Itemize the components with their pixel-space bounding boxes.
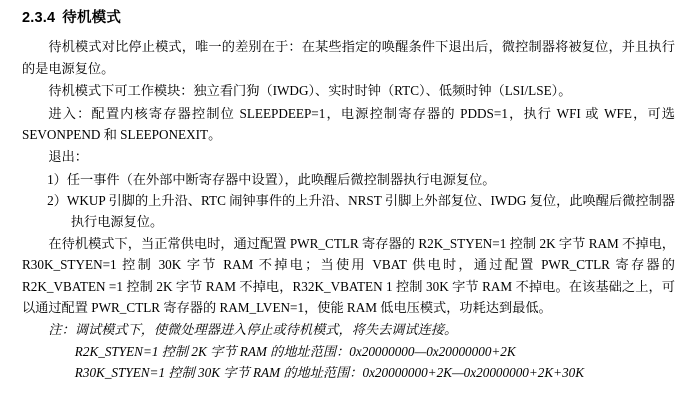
section-heading [22, 10, 675, 27]
paragraph-exit-label: 退出： [48, 149, 88, 165]
note-label: 注： [48, 322, 75, 338]
note-text: 调试模式下，使微处理器进入停止或待机模式，将失去调试连接。 [74, 322, 458, 338]
note-address-range-2k: R2K_STYEN=1 控制 2K 字节 RAM 的地址范围：0x20000000—0x20000000+2K [74, 343, 516, 359]
paragraph-standby-vs-stop: 待机模式对比停止模式，唯一的差别在于：在某些指定的唤醒条件下退出后，微控制器将被复位，并且执行的是电源复位。 [22, 39, 675, 76]
note-address-range-30k: R30K_STYEN=1 控制 30K 字节 RAM 的地址范围：0x20000000+2K—0x20000000+2K+30K [74, 365, 585, 381]
note-paragraph [22, 319, 675, 340]
paragraph-entry: 进入：配置内核寄存器控制位 SLEEPDEEP=1，电源控制寄存器的 PDDS=1，执行 WFI 或 WFE，可选 SEVONPEND 和 SLEEPONEXIT。 [22, 105, 675, 142]
paragraph-ram-retention: 在待机模式下，当正常供电时，通过配置 PWR_CTLR 寄存器的 R2K_STYEN=1 控制 2K 字节 RAM 不掉电，R30K_STYEN=1 控制 30K 字节 RAM 不掉电；当使用 VBAT 供电时，通过配置 PWR_CTLR 寄存器的 R2K_VBATEN =1 控制 2K 字节 RAM 不掉电，R32K_VBATEN 1 控制 30K 字节 RAM 不掉电。在该基础之上，可以通过配置 PWR_CTLR 寄存器的 RAM_LVEN=1，使能 RAM 低电压模式，功耗达到最低。 [22, 235, 675, 315]
list-item: 2）WKUP 引脚的上升沿、RTC 闹钟事件的上升沿、NRST 引脚上外部复位、IWDG 复位，此唤醒后微控制器执行电源复位。 [47, 193, 675, 230]
section-title: 待机模式 [62, 10, 122, 26]
paragraph-active-modules: 待机模式下可工作模块：独立看门狗（IWDG）、实时时钟（RTC）、低频时钟（LSI/LSE）。 [48, 83, 572, 99]
section-number: 2.3.4 [22, 10, 56, 26]
list-item: 1）任一事件（在外部中断寄存器中设置），此唤醒后微控制器执行电源复位。 [47, 171, 496, 187]
